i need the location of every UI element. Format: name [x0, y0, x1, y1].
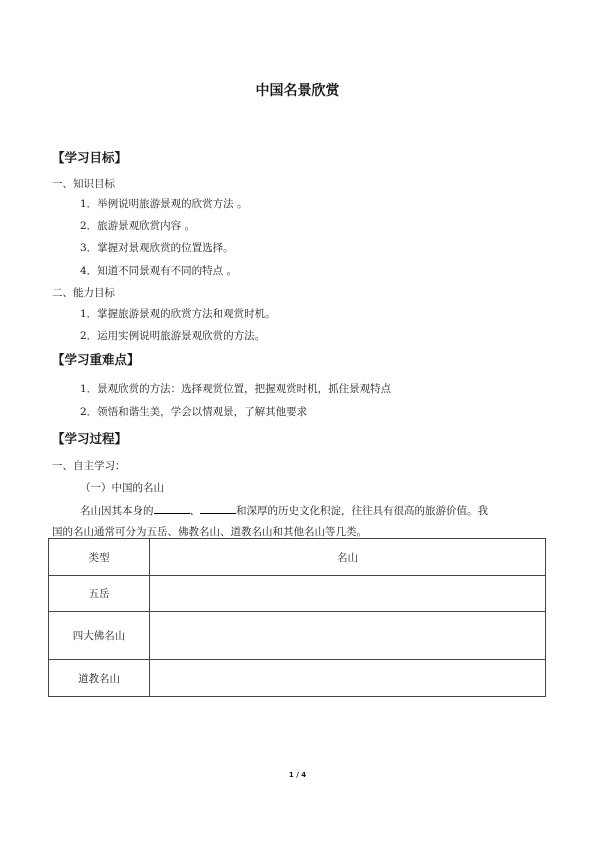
row-mountains-cell[interactable]	[150, 612, 546, 660]
goals-heading: 【学习目标】	[52, 150, 128, 165]
ability-heading: 二、能力目标	[52, 287, 115, 299]
doc-title: 中国名景欣赏	[255, 83, 340, 99]
fill-blank-1[interactable]	[154, 502, 190, 514]
knowledge-heading: 一、知识目标	[52, 178, 115, 190]
table-row	[49, 576, 546, 612]
knowledge-item: 1．举例说明旅游景观的欣赏方法 。	[80, 198, 248, 210]
table-header-row	[49, 539, 546, 576]
header-mountains: 名山	[150, 539, 546, 576]
knowledge-item: 2．旅游景观欣赏内容 。	[80, 220, 196, 232]
row-type: 道教名山	[49, 660, 150, 697]
mountain-table	[48, 538, 546, 697]
key-point-item: 1．景观欣赏的方法：选择观赏位置，把握观赏时机，抓住景观特点	[80, 383, 392, 395]
paragraph-line-1: 名山因其本身的 、 和深厚的历史文化积淀，往往具有很高的旅游价值。我	[80, 502, 488, 518]
page-number: 1 / 4	[288, 771, 307, 779]
self-study-heading: 一、自主学习：	[52, 460, 126, 472]
table-row	[49, 612, 546, 660]
process-heading: 【学习过程】	[52, 431, 128, 446]
row-mountains-cell[interactable]	[150, 576, 546, 612]
header-type: 类型	[49, 539, 150, 576]
row-type: 四大佛名山	[49, 612, 150, 660]
ability-item: 2．运用实例说明旅游景观欣赏的方法。	[80, 330, 266, 342]
key-point-item: 2．领悟和谐生美，学会以情观景，了解其他要求	[80, 406, 308, 418]
subsection-title: （一）中国的名山	[80, 482, 164, 494]
key-points-heading: 【学习重难点】	[52, 352, 140, 367]
ability-item: 1．掌握旅游景观的欣赏方法和观赏时机。	[80, 308, 276, 320]
row-type: 五岳	[49, 576, 150, 612]
row-mountains-cell[interactable]	[150, 660, 546, 697]
fill-blank-2[interactable]	[200, 502, 236, 514]
table-row	[49, 660, 546, 697]
paragraph-line-2: 国的名山通常可分为五岳、佛教名山、道教名山和其他名山等几类。	[52, 526, 367, 538]
knowledge-item: 4．知道不同景观有不同的特点 。	[80, 265, 238, 277]
knowledge-item: 3．掌握对景观欣赏的位置选择。	[80, 242, 234, 254]
